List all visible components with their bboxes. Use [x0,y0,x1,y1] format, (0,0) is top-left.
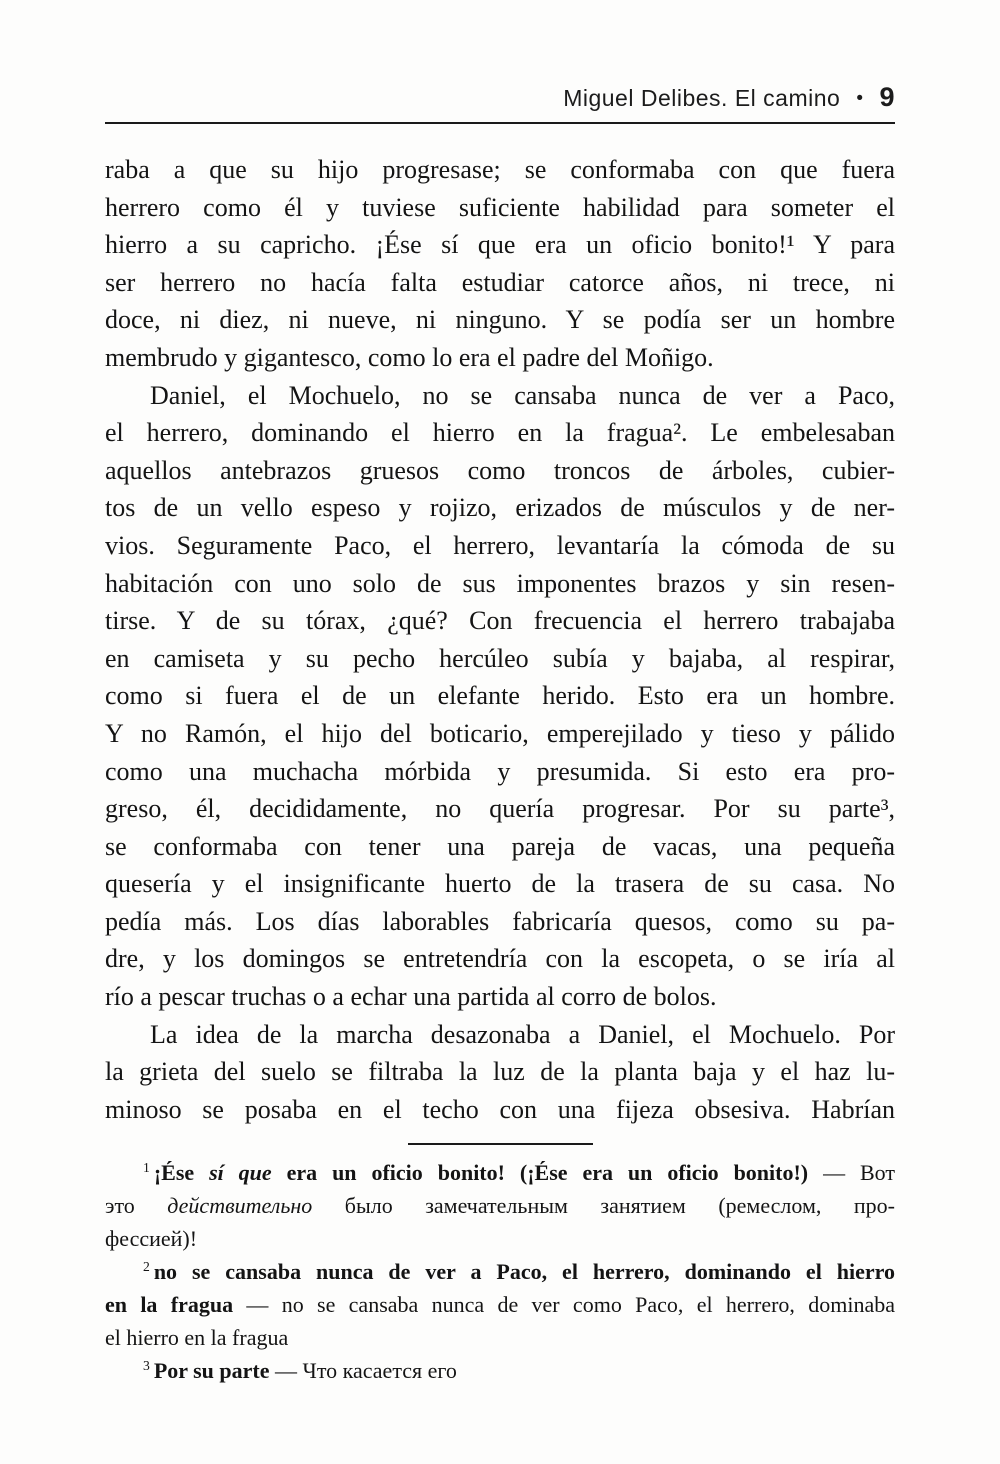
body-line: Daniel, el Mochuelo, no se cansaba nunca de ver a Paco, [150,380,895,410]
body-line: tos de un vello espeso y rojizo, erizados de músculos y de ner- [105,493,895,523]
footnotes [105,1156,895,1387]
paragraph [105,151,895,377]
body-text [105,151,895,1128]
body-line: herrero como él y tuviese suficiente habilidad para someter el [105,192,895,222]
footnote [105,1354,895,1387]
body-line: doce, ni diez, ni nueve, ni ninguno. Y se podía ser un hombre [105,305,895,335]
body-line: aquellos antebrazos gruesos como troncos de árboles, cubier- [105,455,895,485]
body-line: la grieta del suelo se filtraba la luz de la planta baja y el haz lu- [105,1057,895,1087]
footnote [105,1255,895,1354]
text-column [105,0,895,1387]
running-title: Miguel Delibes. El camino [563,85,841,111]
footnote-segment: было замечательным занятием (ремеслом, про- [312,1193,895,1219]
body-line: Y no Ramón, el hijo del boticario, emperejilado y tieso y pálido [105,718,895,748]
footnote-line [105,1321,895,1354]
footnote-marker: 3 [143,1358,150,1374]
footnote-segment: Por su parte [153,1358,270,1384]
footnote-segment: это [105,1193,168,1219]
footnote-segment: en la fragua [105,1292,234,1318]
footnote-line [105,1156,895,1189]
body-line: ser herrero no hacía falta estudiar catorce años, ni trece, ni [105,267,895,297]
footnote-segment: — Что касается его [269,1358,457,1384]
footnote-segment: era un oficio bonito! (¡Ése era un oficio bonito!) [271,1160,809,1186]
footnote-segment: el hierro en la fragua [105,1325,289,1351]
footnote-segment: — Вот [808,1160,895,1186]
paragraph [105,377,895,1016]
body-line: en camiseta y su pecho hercúleo subía y bajaba, al respirar, [105,643,895,673]
paragraph [105,1016,895,1129]
body-line: se conformaba con tener una pareja de vacas, una pequeña [105,831,895,861]
body-line: el herrero, dominando el hierro en la fragua². Le embelesaban [105,418,895,448]
footnote-line [105,1354,895,1387]
body-line: habitación con uno solo de sus imponentes brazos y sin resen- [105,568,895,598]
footnote-segment: sí que [209,1160,272,1186]
body-line: dre, y los domingos se entretendría con la escopeta, o se iría al [105,944,895,974]
body-line: raba a que su hijo progresase; se conformaba con que fuera [105,155,895,184]
body-line: minoso se posaba en el techo con una fijeza obsesiva. Habrían [105,1094,895,1124]
footnote-line [105,1189,895,1222]
footnote-segment: — no se cansaba nunca de ver como Paco, el herrero, dominaba [233,1292,895,1318]
footnote-marker: 1 [143,1160,150,1176]
body-line: vios. Seguramente Paco, el herrero, levantaría la cómoda de su [105,530,895,560]
body-line: La idea de la marcha desazonaba a Daniel, el Mochuelo. Por [150,1019,895,1049]
footnote-segment: фессией)! [105,1226,198,1252]
footnote-segment: действительно [167,1193,313,1219]
footnote-marker: 2 [143,1259,150,1275]
footnote-separator [408,1143,593,1145]
body-line: tirse. Y de su tórax, ¿qué? Con frecuencia el herrero trabajaba [105,606,895,636]
footnote-line [105,1222,895,1255]
footnote-line [105,1288,895,1321]
body-line: greso, él, decididamente, no quería progresar. Por su parte³, [105,794,895,824]
footnote [105,1156,895,1255]
body-line: como una muchacha mórbida y presumida. Si esto era pro- [105,756,895,786]
footnote-line [105,1255,895,1288]
footnote-segment: no se cansaba nunca de ver a Paco, el herrero, dominando el hierro [153,1259,895,1285]
body-line: pedía más. Los días laborables fabricaría quesos, como su pa- [105,906,895,936]
running-header [105,82,895,113]
header-bullet-icon: • [856,88,864,109]
body-line: hierro a su capricho. ¡Ése sí que era un oficio bonito!¹ Y para [105,230,895,260]
body-line: quesería y el insignificante huerto de la trasera de su casa. No [105,869,895,899]
body-line: como si fuera el de un elefante herido. Esto era un hombre. [105,681,895,711]
footnote-segment: ¡Ése [153,1160,210,1186]
page-number: 9 [879,82,895,112]
header-rule [105,122,895,124]
body-line: membrudo y gigantesco, como lo era el padre del Moñigo. [105,342,714,372]
body-line: río a pescar truchas o a echar una partida al corro de bolos. [105,982,717,1012]
